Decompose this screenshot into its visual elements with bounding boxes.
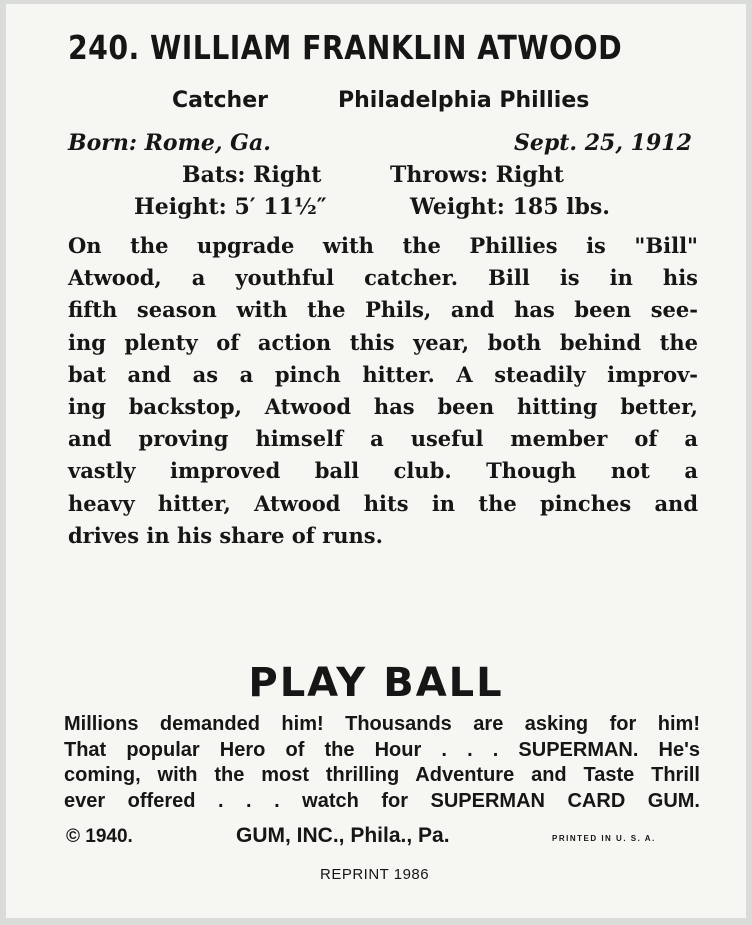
bio-paragraph [68, 230, 698, 552]
card-back [6, 4, 746, 918]
player-position: Catcher [172, 88, 268, 113]
bats: Bats: Right [182, 162, 322, 188]
bio-line: drives in his share of runs. [68, 522, 383, 548]
birthplace: Born: Rome, Ga. [68, 130, 271, 156]
publisher: GUM, INC., Phila., Pa. [236, 824, 450, 847]
promo-line: That popular Hero of the Hour . . . SUPERMAN. He's [64, 738, 700, 761]
promo-line: coming, with the most thrilling Adventure and Taste Thrill [64, 764, 700, 786]
promo-line: Millions demanded him! Thousands are asking for him! [64, 713, 700, 735]
bio-line: ing plenty of action this year, both behind the [68, 329, 698, 355]
bio-line: heavy hitter, Atwood hits in the pinches and [68, 490, 698, 516]
bio-line: fifth season with the Phils, and has been see- [68, 297, 698, 323]
bio-line: vastly improved ball club. Though not a [68, 458, 698, 484]
birth-date: Sept. 25, 1912 [514, 130, 692, 156]
bio-line: and proving himself a useful member of a [68, 426, 698, 452]
weight: Weight: 185 lbs. [410, 194, 610, 220]
bio-line: bat and as a pinch hitter. A steadily improv- [68, 361, 698, 387]
promo-line: ever offered . . . watch for SUPERMAN CARD GUM. [64, 789, 700, 812]
reprint-notice: REPRINT 1986 [320, 866, 430, 883]
player-team: Philadelphia Phillies [338, 88, 590, 113]
height: Height: 5′ 11½″ [134, 194, 327, 220]
copyright: © 1940. [66, 826, 133, 847]
throws: Throws: Right [390, 162, 564, 188]
printed-in-usa: PRINTED IN U. S. A. [552, 834, 656, 843]
bio-line: ing backstop, Atwood has been hitting better, [68, 393, 698, 419]
card-title: 240. WILLIAM FRANKLIN ATWOOD [68, 28, 623, 67]
promo-paragraph [64, 712, 700, 814]
play-ball-heading: PLAY BALL [248, 660, 504, 706]
bio-line: Atwood, a youthful catcher. Bill is in his [68, 265, 698, 291]
bio-line: On the upgrade with the Phillies is "Bill" [68, 233, 698, 258]
